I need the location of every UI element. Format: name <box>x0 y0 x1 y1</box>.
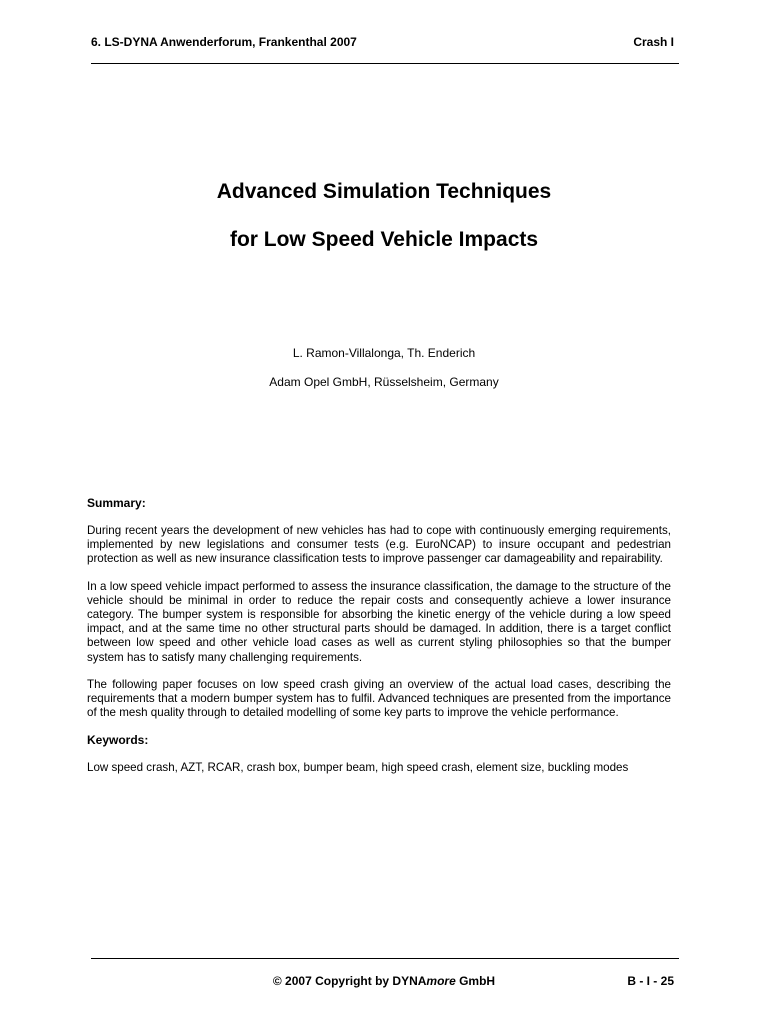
summary-heading: Summary: <box>87 496 146 510</box>
summary-paragraph-2: In a low speed vehicle impact performed to assess the insurance classification, the damage to the structure of the vehicle should be minimal in order to reduce the repair costs and consequently achieve a lower insurance category. The bumper system is responsible for absorbing the kinetic energy of the vehicle during a low speed impact, and at the same time no other structural parts should be damaged. In addition, there is a target conflict between low speed and other vehicle load cases as well as current styling philosophies so that the bumper system has to satisfy many challenging requirements. <box>87 579 671 664</box>
abstract-section <box>87 496 671 789</box>
author-affiliation: Adam Opel GmbH, Rüsselsheim, Germany <box>269 375 499 389</box>
running-header <box>91 33 677 51</box>
copyright-brand: more <box>426 974 456 988</box>
copyright-suffix: GmbH <box>455 974 496 988</box>
header-conference: 6. LS-DYNA Anwenderforum, Frankenthal 2007 <box>91 35 357 49</box>
paper-title-line-1: Advanced Simulation Techniques <box>216 180 552 203</box>
author-names: L. Ramon-Villalonga, Th. Enderich <box>292 346 476 360</box>
header-section: Crash I <box>633 35 674 49</box>
footer-rule <box>91 958 679 959</box>
paper-title-line-2: for Low Speed Vehicle Impacts <box>229 228 539 251</box>
keywords-heading: Keywords: <box>87 733 149 748</box>
header-rule <box>91 63 679 64</box>
copyright-prefix: © 2007 Copyright by DYNA <box>272 974 427 988</box>
summary-paragraph-1: During recent years the development of new vehicles has had to cope with continuously emerging requirements, implemented by new legislations and consumer tests (e.g. EuroNCAP) to insure occupant and pedestrian protection as well as new insurance classification tests to improve passenger car damageability and repairability. <box>87 524 671 566</box>
keywords-text: Low speed crash, AZT, RCAR, crash box, bumper beam, high speed crash, element size, buckling modes <box>87 761 629 775</box>
page-number: B - I - 25 <box>627 974 674 988</box>
summary-paragraph-3: The following paper focuses on low speed crash giving an overview of the actual load cases, describing the requirements that a modern bumper system has to fulfil. Advanced techniques are presented from the importance of the mesh quality through to detailed modelling of some key parts to improve the vehicle performance. <box>87 677 671 720</box>
